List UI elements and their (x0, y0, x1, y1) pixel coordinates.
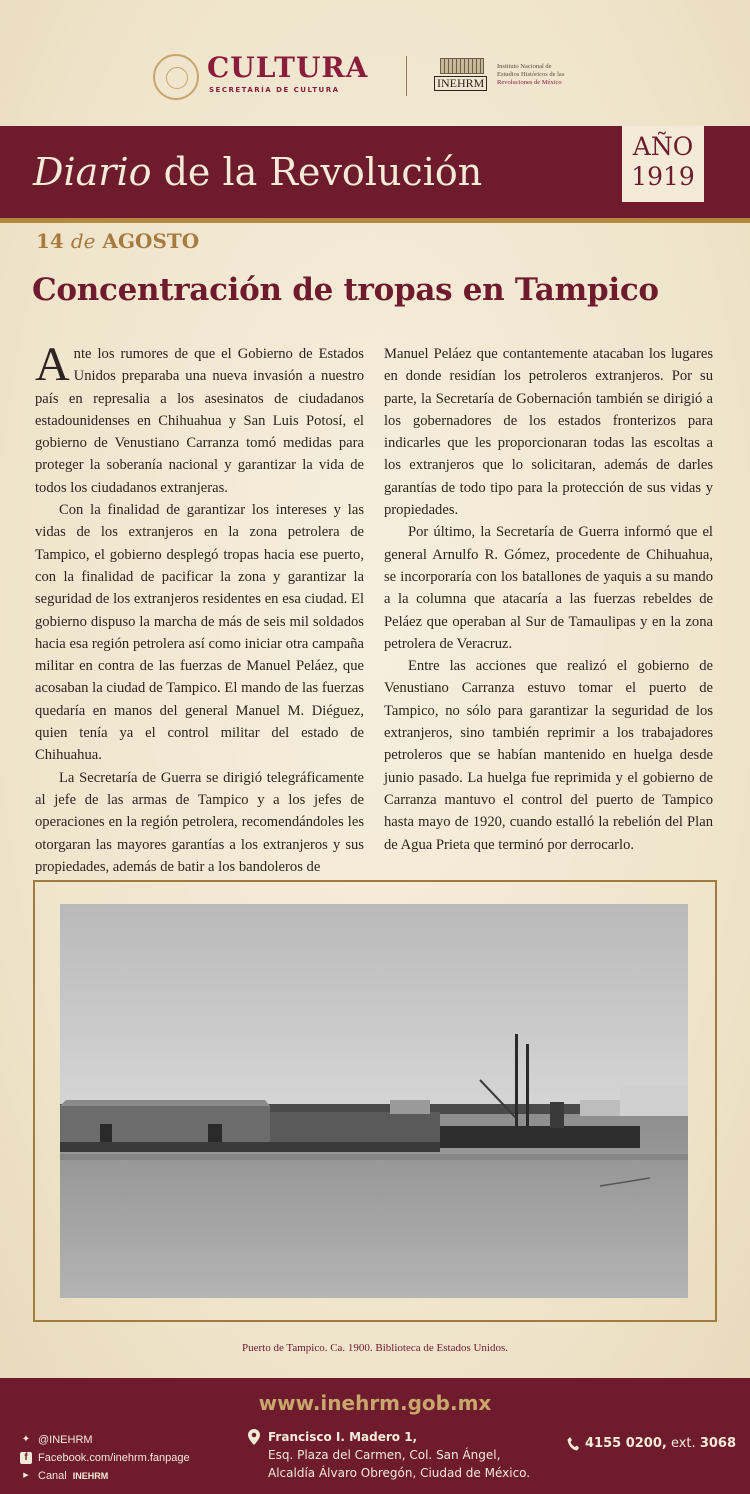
article-column-right (384, 343, 713, 856)
social-youtube[interactable] (20, 1467, 190, 1485)
national-seal-icon (153, 54, 199, 100)
cultura-brand: CULTURA (207, 51, 369, 84)
phone-contact[interactable] (567, 1436, 736, 1451)
phone-number: 4155 0200, (585, 1436, 667, 1451)
inehrm-desc-line3: Revoluciones de México (497, 79, 562, 86)
year-label: AÑO (632, 132, 694, 161)
phone-ext-label: ext. (670, 1436, 696, 1451)
article-headline: Concentración de tropas en Tampico (32, 272, 659, 308)
year-value: 1919 (631, 162, 695, 191)
date-day: 14 (36, 229, 64, 253)
twitter-icon: ✦ (21, 1434, 31, 1445)
cultura-subtitle: SECRETARÍA DE CULTURA (209, 86, 340, 94)
youtube-prefix: Canal (38, 1470, 67, 1482)
address-line-2: Esq. Plaza del Carmen, Col. San Ángel, (268, 1448, 501, 1462)
publication-title (33, 150, 482, 194)
social-links (20, 1431, 190, 1485)
social-facebook[interactable] (20, 1449, 190, 1467)
publication-title-rest: de la Revolución (151, 150, 483, 194)
photo-caption: Puerto de Tampico. Ca. 1900. Biblioteca de Estados Unidos. (241, 1342, 509, 1354)
paragraph-5: Entre las acciones que realizó el gobierno de Venustiano Carranza estuvo tomar el puerto de Tampico, no sólo para garantizar la seguridad de los extranjeros, sino también reprimir a los trabajadores petroleros que se habían mantenido en huelga desde junio pasado. La huelga fue reprimida y el gobierno de Carranza mantuvo el control del puerto de Tampico hasta mayo de 1920, cuando estalló la rebelión del Plan de Agua Prieta que terminó por derrocarlo. (384, 658, 713, 853)
social-twitter[interactable] (20, 1431, 190, 1449)
logo-divider (406, 56, 407, 96)
paragraph-1 (35, 338, 364, 499)
youtube-name: INEHRM (72, 1471, 109, 1481)
facebook-link: Facebook.com/inehrm.fanpage (38, 1452, 190, 1464)
inehrm-logo (434, 58, 492, 90)
address-line-3: Alcaldía Álvaro Obregón, Ciudad de México. (268, 1466, 531, 1480)
header-logos (0, 48, 750, 108)
address-street: Francisco I. Madero 1, (268, 1430, 418, 1444)
facebook-icon: f (20, 1452, 32, 1464)
inehrm-wordmark: INEHRM (434, 76, 487, 91)
inehrm-description (497, 63, 587, 87)
article-column-left (35, 338, 364, 878)
paragraph-4: Por último, la Secretaría de Guerra informó que el general Arnulfo R. Gómez, procedente de Chihuahua, se incorporaría con los batallones de yaquis a su mando a la columna que atacaría a las fuerzas rebeldes de Peláez que operaban al Sur de Tamaulipas y en la zona petrolera de Veracruz. (384, 524, 713, 652)
paragraph-3-end: Manuel Peláez que contantemente atacaban los lugares en donde residían los petroleros extranjeros. Por su parte, la Secretaría de Gobernación también se dirigió a los gobernadores de los estados fronterizos para indicarles que les proporcionaran todas las escoltas a los extranjeros que lo solicitaran, además de darles garantías de todo tipo para la protección de sus vidas y propiedades. (384, 346, 713, 519)
paragraph-1-text: nte los rumores de que el Gobierno de Estados Unidos preparaba una nueva invasión a nuestro país en represalia a los asesinatos de ciudadanos estadounidenses en Chihuahua y San Luis Potosí, el gobierno de Venustiano Carranza tomó medidas para proteger la soberanía nacional y garantizar la vida de todos los ciudadanos extranjeras. (35, 346, 364, 496)
article-date (36, 229, 199, 253)
youtube-icon: ▶ (23, 1472, 29, 1479)
building-icon (440, 58, 484, 74)
inehrm-desc-line1: Instituto Nacional de (497, 63, 552, 70)
paragraph-2: Con la finalidad de garantizar los intereses y las vidas de los extranjeros en la zona petrolera de Tampico, el gobierno desplegó tropas hacia ese puerto, con la finalidad de pacificar la zona y garantizar la seguridad de los extranjeros residentes en esa ciudad. El gobierno dispuso la marcha de más de seis mil soldados hacia esa región petrolera así como iniciar otra campaña militar en contra de las fuerzas de Manuel Peláez, que acosaban la ciudad de Tampico. El mando de las fuerzas quedaría en manos del general Manuel M. Diéguez, quien tenía ya el control militar del estado de Chihuahua. (35, 502, 364, 764)
paragraph-3-start: La Secretaría de Guerra se dirigió telegráficamente al jefe de las armas de Tampico y a los jefes de operaciones en la región petrolera, recomendándoles les otorgaran las mayores garantías a los extranjeros y sus propiedades, además de batir a los bandoleros de (35, 769, 364, 875)
year-badge (622, 126, 704, 202)
website-link[interactable]: www.inehrm.gob.mx (258, 1391, 492, 1415)
twitter-handle: @INEHRM (38, 1434, 93, 1446)
harbor-photo (60, 904, 688, 1298)
phone-icon (567, 1437, 579, 1451)
address-block (268, 1428, 530, 1482)
date-month: AGOSTO (102, 229, 200, 253)
date-de: de (70, 229, 96, 253)
location-pin-icon (248, 1429, 260, 1445)
inehrm-desc-line2: Estudios Históricos de las (497, 71, 565, 78)
tampico-port-image (60, 904, 688, 1298)
publication-title-italic: Diario (33, 150, 152, 194)
drop-cap: A (35, 338, 70, 391)
phone-extension: 3068 (699, 1436, 736, 1451)
